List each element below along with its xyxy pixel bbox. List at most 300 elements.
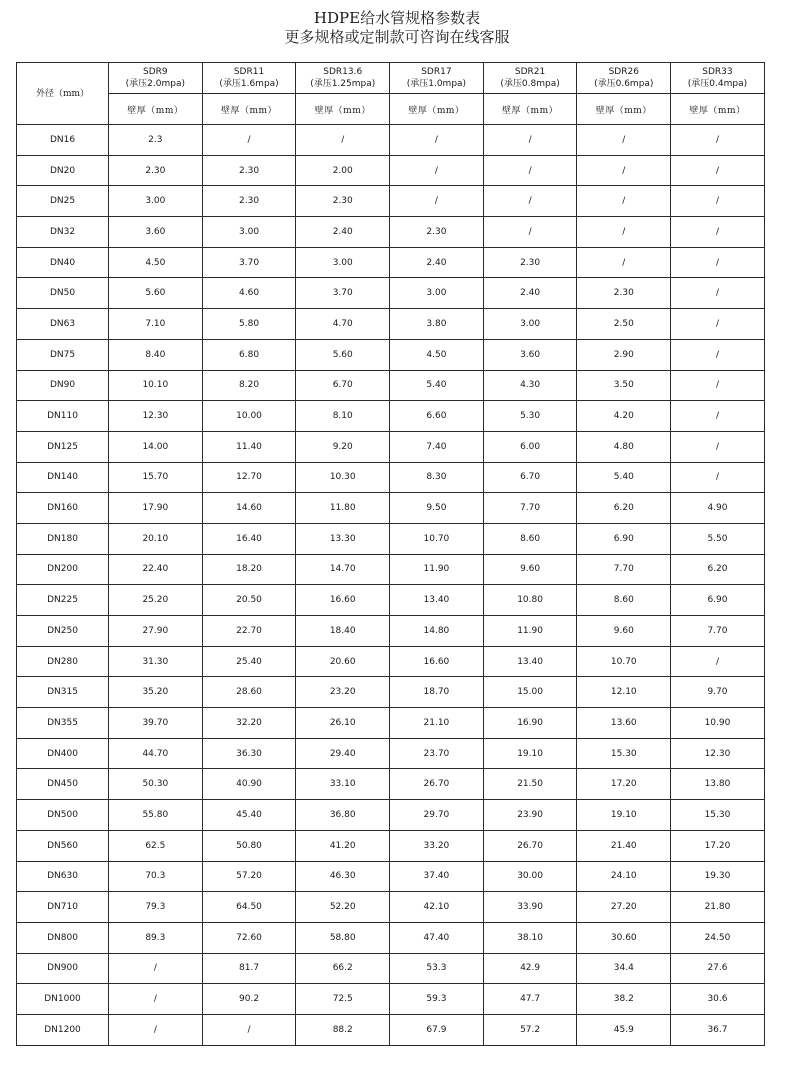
wall-thickness-cell: 47.7	[483, 984, 577, 1015]
table-row	[17, 247, 765, 278]
sdr-label: SDR17	[421, 67, 452, 77]
wall-thickness-cell: 10.70	[577, 646, 671, 677]
spec-table	[16, 62, 765, 1046]
wall-thickness-cell: 4.60	[202, 278, 296, 309]
wall-thickness-cell: 30.6	[671, 984, 765, 1015]
wall-thickness-cell: 33.20	[390, 830, 484, 861]
wall-thickness-cell: 15.30	[671, 800, 765, 831]
wall-thickness-cell: /	[390, 125, 484, 156]
wall-thickness-cell: /	[109, 1014, 203, 1045]
outer-diameter-cell: DN710	[17, 892, 109, 923]
wall-thickness-cell: 28.60	[202, 677, 296, 708]
wall-thickness-cell: 2.30	[390, 217, 484, 248]
wall-thickness-cell: 10.30	[296, 462, 390, 493]
wall-thickness-cell: /	[483, 125, 577, 156]
wall-thickness-cell: 46.30	[296, 861, 390, 892]
table-row	[17, 309, 765, 340]
wall-thickness-header: 壁厚（mm）	[671, 94, 765, 125]
wall-thickness-cell: 17.90	[109, 493, 203, 524]
wall-thickness-cell: 58.80	[296, 922, 390, 953]
sdr-label: SDR21	[514, 67, 546, 77]
outer-diameter-cell: DN355	[17, 708, 109, 739]
outer-diameter-cell: DN32	[17, 217, 109, 248]
wall-thickness-cell: 40.90	[202, 769, 296, 800]
wall-thickness-cell: 7.70	[483, 493, 577, 524]
wall-thickness-cell: 55.80	[109, 800, 203, 831]
wall-thickness-cell: 57.2	[483, 1014, 577, 1045]
wall-thickness-cell: 35.20	[109, 677, 203, 708]
table-row	[17, 984, 765, 1015]
outer-diameter-cell: DN630	[17, 861, 109, 892]
wall-thickness-cell: 4.50	[390, 339, 484, 370]
wall-thickness-cell: 88.2	[296, 1014, 390, 1045]
wall-thickness-cell: /	[109, 953, 203, 984]
pressure-label: (承压0.8mpa)	[500, 79, 560, 89]
outer-diameter-cell: DN280	[17, 646, 109, 677]
column-header	[390, 63, 484, 94]
wall-thickness-cell: /	[671, 217, 765, 248]
wall-thickness-cell: 90.2	[202, 984, 296, 1015]
wall-thickness-cell: 2.30	[202, 155, 296, 186]
wall-thickness-cell: /	[577, 217, 671, 248]
wall-thickness-cell: 3.50	[577, 370, 671, 401]
wall-thickness-cell: /	[671, 401, 765, 432]
wall-thickness-cell: /	[671, 155, 765, 186]
wall-thickness-cell: 47.40	[390, 922, 484, 953]
page-subtitle: 更多规格或定制款可咨询在线客服	[284, 28, 510, 46]
table-row	[17, 646, 765, 677]
wall-thickness-cell: 11.40	[202, 431, 296, 462]
outer-diameter-header: 外径（mm）	[17, 63, 109, 125]
outer-diameter-cell: DN25	[17, 186, 109, 217]
wall-thickness-cell: 11.90	[483, 616, 577, 647]
wall-thickness-cell: /	[671, 309, 765, 340]
wall-thickness-cell: 6.00	[483, 431, 577, 462]
table-row	[17, 493, 765, 524]
wall-thickness-cell: 3.70	[296, 278, 390, 309]
sdr-label: SDR26	[608, 67, 639, 77]
wall-thickness-cell: 15.70	[109, 462, 203, 493]
wall-thickness-cell: 8.30	[390, 462, 484, 493]
wall-thickness-cell: 4.20	[577, 401, 671, 432]
outer-diameter-cell: DN40	[17, 247, 109, 278]
table-row	[17, 800, 765, 831]
wall-thickness-cell: 29.70	[390, 800, 484, 831]
table-header	[17, 63, 765, 125]
wall-thickness-cell: 23.20	[296, 677, 390, 708]
outer-diameter-cell: DN400	[17, 738, 109, 769]
wall-thickness-cell: 30.00	[483, 861, 577, 892]
table-row	[17, 1014, 765, 1045]
table-body	[17, 125, 765, 1046]
wall-thickness-cell: 16.60	[296, 585, 390, 616]
wall-thickness-cell: 6.90	[671, 585, 765, 616]
wall-thickness-cell: 26.70	[483, 830, 577, 861]
outer-diameter-cell: DN1000	[17, 984, 109, 1015]
wall-thickness-cell: 8.40	[109, 339, 203, 370]
sdr-label: SDR13.6	[323, 67, 363, 77]
wall-thickness-cell: /	[577, 125, 671, 156]
pressure-label: (承压1.25mpa)	[310, 79, 376, 89]
pressure-label: (承压0.6mpa)	[594, 79, 654, 89]
wall-thickness-cell: 72.60	[202, 922, 296, 953]
wall-thickness-cell: 14.60	[202, 493, 296, 524]
wall-thickness-cell: 67.9	[390, 1014, 484, 1045]
wall-thickness-cell: 36.7	[671, 1014, 765, 1045]
wall-thickness-cell: 23.90	[483, 800, 577, 831]
wall-thickness-cell: 57.20	[202, 861, 296, 892]
outer-diameter-cell: DN90	[17, 370, 109, 401]
wall-thickness-cell: 44.70	[109, 738, 203, 769]
column-header	[483, 63, 577, 94]
wall-thickness-cell: 38.10	[483, 922, 577, 953]
wall-thickness-cell: 3.00	[483, 309, 577, 340]
wall-thickness-cell: 19.10	[483, 738, 577, 769]
wall-thickness-cell: 16.60	[390, 646, 484, 677]
table-row	[17, 554, 765, 585]
wall-thickness-cell: 14.70	[296, 554, 390, 585]
wall-thickness-cell: 3.80	[390, 309, 484, 340]
wall-thickness-cell: 25.20	[109, 585, 203, 616]
pressure-label: (承压0.4mpa)	[687, 79, 748, 89]
table-row	[17, 401, 765, 432]
wall-thickness-cell: 72.5	[296, 984, 390, 1015]
column-header	[671, 63, 765, 94]
wall-thickness-cell: 41.20	[296, 830, 390, 861]
wall-thickness-cell: 3.00	[296, 247, 390, 278]
table-row	[17, 616, 765, 647]
table-row	[17, 186, 765, 217]
wall-thickness-cell: 66.2	[296, 953, 390, 984]
wall-thickness-cell: 7.70	[671, 616, 765, 647]
table-row	[17, 830, 765, 861]
table-row	[17, 339, 765, 370]
wall-thickness-cell: 13.80	[671, 769, 765, 800]
wall-thickness-cell: 6.20	[671, 554, 765, 585]
wall-thickness-cell: /	[671, 339, 765, 370]
outer-diameter-cell: DN1200	[17, 1014, 109, 1045]
outer-diameter-cell: DN900	[17, 953, 109, 984]
wall-thickness-cell: 25.40	[202, 646, 296, 677]
wall-thickness-cell: 18.20	[202, 554, 296, 585]
wall-thickness-header: 壁厚（mm）	[577, 94, 671, 125]
outer-diameter-cell: DN250	[17, 616, 109, 647]
wall-thickness-cell: 18.70	[390, 677, 484, 708]
wall-thickness-cell: 27.6	[671, 953, 765, 984]
wall-thickness-cell: 62.5	[109, 830, 203, 861]
wall-thickness-cell: 50.30	[109, 769, 203, 800]
wall-thickness-cell: 20.10	[109, 523, 203, 554]
wall-thickness-cell: 11.90	[390, 554, 484, 585]
sdr-label: SDR9	[143, 67, 168, 77]
wall-thickness-cell: 2.00	[296, 155, 390, 186]
wall-thickness-cell: 2.30	[109, 155, 203, 186]
table-row	[17, 217, 765, 248]
wall-thickness-cell: 27.20	[577, 892, 671, 923]
table-row	[17, 922, 765, 953]
wall-thickness-cell: 6.70	[483, 462, 577, 493]
wall-thickness-cell: 36.30	[202, 738, 296, 769]
wall-thickness-cell: 21.40	[577, 830, 671, 861]
outer-diameter-cell: DN200	[17, 554, 109, 585]
wall-thickness-cell: 5.60	[109, 278, 203, 309]
wall-thickness-cell: 37.40	[390, 861, 484, 892]
wall-thickness-cell: 53.3	[390, 953, 484, 984]
table-row	[17, 370, 765, 401]
wall-thickness-cell: 5.50	[671, 523, 765, 554]
wall-thickness-cell: 20.60	[296, 646, 390, 677]
wall-thickness-cell: 27.90	[109, 616, 203, 647]
wall-thickness-cell: 31.30	[109, 646, 203, 677]
column-header	[577, 63, 671, 94]
wall-thickness-cell: 42.9	[483, 953, 577, 984]
wall-thickness-cell: /	[671, 462, 765, 493]
wall-thickness-cell: 4.70	[296, 309, 390, 340]
wall-thickness-cell: 36.80	[296, 800, 390, 831]
table-row	[17, 462, 765, 493]
wall-thickness-cell: 3.00	[109, 186, 203, 217]
wall-thickness-cell: /	[109, 984, 203, 1015]
wall-thickness-cell: 32.20	[202, 708, 296, 739]
wall-thickness-cell: /	[671, 370, 765, 401]
wall-thickness-cell: /	[483, 186, 577, 217]
wall-thickness-cell: 2.90	[577, 339, 671, 370]
wall-thickness-cell: 4.50	[109, 247, 203, 278]
wall-thickness-cell: 24.10	[577, 861, 671, 892]
wall-thickness-cell: 2.40	[483, 278, 577, 309]
wall-thickness-cell: 26.10	[296, 708, 390, 739]
wall-thickness-cell: 50.80	[202, 830, 296, 861]
outer-diameter-cell: DN16	[17, 125, 109, 156]
wall-thickness-cell: 3.60	[109, 217, 203, 248]
outer-diameter-cell: DN315	[17, 677, 109, 708]
wall-thickness-cell: 13.60	[577, 708, 671, 739]
wall-thickness-cell: 7.40	[390, 431, 484, 462]
table-row	[17, 155, 765, 186]
wall-thickness-cell: 6.20	[577, 493, 671, 524]
wall-thickness-cell: 64.50	[202, 892, 296, 923]
wall-thickness-cell: 4.80	[577, 431, 671, 462]
wall-thickness-header: 壁厚（mm）	[483, 94, 577, 125]
wall-thickness-cell: 5.40	[390, 370, 484, 401]
wall-thickness-cell: 3.70	[202, 247, 296, 278]
table-row	[17, 861, 765, 892]
wall-thickness-cell: 2.40	[296, 217, 390, 248]
outer-diameter-cell: DN560	[17, 830, 109, 861]
wall-thickness-cell: /	[296, 125, 390, 156]
wall-thickness-cell: 5.80	[202, 309, 296, 340]
wall-thickness-cell: 10.10	[109, 370, 203, 401]
wall-thickness-cell: 2.30	[202, 186, 296, 217]
sdr-label: SDR33	[702, 67, 733, 77]
wall-thickness-cell: 9.20	[296, 431, 390, 462]
wall-thickness-cell: 10.80	[483, 585, 577, 616]
column-header	[296, 63, 390, 94]
wall-thickness-cell: 15.00	[483, 677, 577, 708]
wall-thickness-cell: 8.60	[577, 585, 671, 616]
wall-thickness-cell: 14.00	[109, 431, 203, 462]
wall-thickness-cell: 9.70	[671, 677, 765, 708]
wall-thickness-cell: 9.60	[483, 554, 577, 585]
wall-thickness-cell: 8.10	[296, 401, 390, 432]
wall-thickness-cell: 21.50	[483, 769, 577, 800]
wall-thickness-cell: 18.40	[296, 616, 390, 647]
table-row	[17, 125, 765, 156]
wall-thickness-cell: /	[202, 1014, 296, 1045]
wall-thickness-cell: 12.70	[202, 462, 296, 493]
wall-thickness-cell: 42.10	[390, 892, 484, 923]
wall-thickness-cell: /	[671, 186, 765, 217]
wall-thickness-cell: 3.00	[202, 217, 296, 248]
wall-thickness-cell: 21.10	[390, 708, 484, 739]
wall-thickness-cell: 45.40	[202, 800, 296, 831]
wall-thickness-cell: 19.10	[577, 800, 671, 831]
wall-thickness-cell: 33.90	[483, 892, 577, 923]
wall-thickness-cell: 2.50	[577, 309, 671, 340]
wall-thickness-cell: /	[202, 125, 296, 156]
wall-thickness-cell: 14.80	[390, 616, 484, 647]
outer-diameter-cell: DN800	[17, 922, 109, 953]
wall-thickness-cell: 12.30	[109, 401, 203, 432]
wall-thickness-cell: 17.20	[671, 830, 765, 861]
pressure-label: (承压2.0mpa)	[125, 79, 186, 89]
wall-thickness-cell: /	[483, 155, 577, 186]
column-header	[109, 63, 203, 94]
wall-thickness-cell: 19.30	[671, 861, 765, 892]
pressure-label: (承压1.6mpa)	[219, 79, 279, 89]
wall-thickness-cell: /	[577, 186, 671, 217]
table-row	[17, 278, 765, 309]
wall-thickness-cell: 2.40	[390, 247, 484, 278]
wall-thickness-cell: 12.30	[671, 738, 765, 769]
wall-thickness-cell: 2.3	[109, 125, 203, 156]
outer-diameter-cell: DN50	[17, 278, 109, 309]
table-row	[17, 708, 765, 739]
sdr-label: SDR11	[233, 67, 265, 77]
wall-thickness-cell: 20.50	[202, 585, 296, 616]
outer-diameter-cell: DN63	[17, 309, 109, 340]
outer-diameter-cell: DN110	[17, 401, 109, 432]
wall-thickness-cell: /	[671, 125, 765, 156]
wall-thickness-cell: 4.30	[483, 370, 577, 401]
wall-thickness-cell: 79.3	[109, 892, 203, 923]
wall-thickness-cell: 52.20	[296, 892, 390, 923]
wall-thickness-cell: 29.40	[296, 738, 390, 769]
wall-thickness-cell: 12.10	[577, 677, 671, 708]
table-row	[17, 431, 765, 462]
wall-thickness-cell: 30.60	[577, 922, 671, 953]
table-row	[17, 953, 765, 984]
wall-thickness-cell: 21.80	[671, 892, 765, 923]
wall-thickness-cell: 17.20	[577, 769, 671, 800]
table-row	[17, 738, 765, 769]
wall-thickness-header: 壁厚（mm）	[390, 94, 484, 125]
wall-thickness-cell: /	[577, 155, 671, 186]
wall-thickness-cell: 45.9	[577, 1014, 671, 1045]
wall-thickness-cell: 33.10	[296, 769, 390, 800]
wall-thickness-header: 壁厚（mm）	[109, 94, 203, 125]
wall-thickness-cell: 13.40	[390, 585, 484, 616]
wall-thickness-cell: 10.00	[202, 401, 296, 432]
wall-thickness-cell: 13.30	[296, 523, 390, 554]
wall-thickness-cell: /	[390, 186, 484, 217]
wall-thickness-cell: 2.30	[483, 247, 577, 278]
wall-thickness-cell: 22.70	[202, 616, 296, 647]
wall-thickness-cell: /	[577, 247, 671, 278]
wall-thickness-cell: 4.90	[671, 493, 765, 524]
wall-thickness-cell: /	[671, 646, 765, 677]
outer-diameter-cell: DN140	[17, 462, 109, 493]
wall-thickness-cell: 70.3	[109, 861, 203, 892]
wall-thickness-cell: 6.60	[390, 401, 484, 432]
wall-thickness-cell: /	[671, 278, 765, 309]
wall-thickness-cell: 5.30	[483, 401, 577, 432]
wall-thickness-cell: 3.00	[390, 278, 484, 309]
wall-thickness-cell: 7.70	[577, 554, 671, 585]
pressure-label: (承压1.0mpa)	[406, 79, 467, 89]
outer-diameter-cell: DN20	[17, 155, 109, 186]
table-row	[17, 677, 765, 708]
wall-thickness-cell: 8.60	[483, 523, 577, 554]
wall-thickness-cell: 16.40	[202, 523, 296, 554]
wall-thickness-cell: 5.60	[296, 339, 390, 370]
wall-thickness-cell: 9.50	[390, 493, 484, 524]
wall-thickness-cell: 34.4	[577, 953, 671, 984]
wall-thickness-cell: 26.70	[390, 769, 484, 800]
wall-thickness-cell: 38.2	[577, 984, 671, 1015]
wall-thickness-cell: /	[671, 431, 765, 462]
outer-diameter-cell: DN180	[17, 523, 109, 554]
wall-thickness-cell: 59.3	[390, 984, 484, 1015]
wall-thickness-cell: /	[390, 155, 484, 186]
table-row	[17, 585, 765, 616]
wall-thickness-cell: 24.50	[671, 922, 765, 953]
wall-thickness-cell: 6.80	[202, 339, 296, 370]
wall-thickness-cell: 89.3	[109, 922, 203, 953]
wall-thickness-cell: 16.90	[483, 708, 577, 739]
wall-thickness-header: 壁厚（mm）	[296, 94, 390, 125]
outer-diameter-cell: DN225	[17, 585, 109, 616]
wall-thickness-cell: 10.90	[671, 708, 765, 739]
outer-diameter-cell: DN125	[17, 431, 109, 462]
wall-thickness-cell: 9.60	[577, 616, 671, 647]
wall-thickness-cell: 15.30	[577, 738, 671, 769]
wall-thickness-cell: /	[483, 217, 577, 248]
wall-thickness-cell: 81.7	[202, 953, 296, 984]
wall-thickness-cell: 23.70	[390, 738, 484, 769]
wall-thickness-cell: 2.30	[296, 186, 390, 217]
wall-thickness-cell: 11.80	[296, 493, 390, 524]
page-title: HDPE给水管规格参数表	[313, 9, 481, 27]
wall-thickness-cell: 5.40	[577, 462, 671, 493]
outer-diameter-cell: DN160	[17, 493, 109, 524]
table-row	[17, 523, 765, 554]
wall-thickness-cell: 13.40	[483, 646, 577, 677]
wall-thickness-cell: 22.40	[109, 554, 203, 585]
wall-thickness-cell: 2.30	[577, 278, 671, 309]
table-row	[17, 769, 765, 800]
wall-thickness-header: 壁厚（mm）	[202, 94, 296, 125]
wall-thickness-cell: 6.90	[577, 523, 671, 554]
column-header	[202, 63, 296, 94]
wall-thickness-cell: 6.70	[296, 370, 390, 401]
wall-thickness-cell: 39.70	[109, 708, 203, 739]
wall-thickness-cell: 3.60	[483, 339, 577, 370]
wall-thickness-cell: 8.20	[202, 370, 296, 401]
table-row	[17, 892, 765, 923]
wall-thickness-cell: 10.70	[390, 523, 484, 554]
outer-diameter-cell: DN500	[17, 800, 109, 831]
